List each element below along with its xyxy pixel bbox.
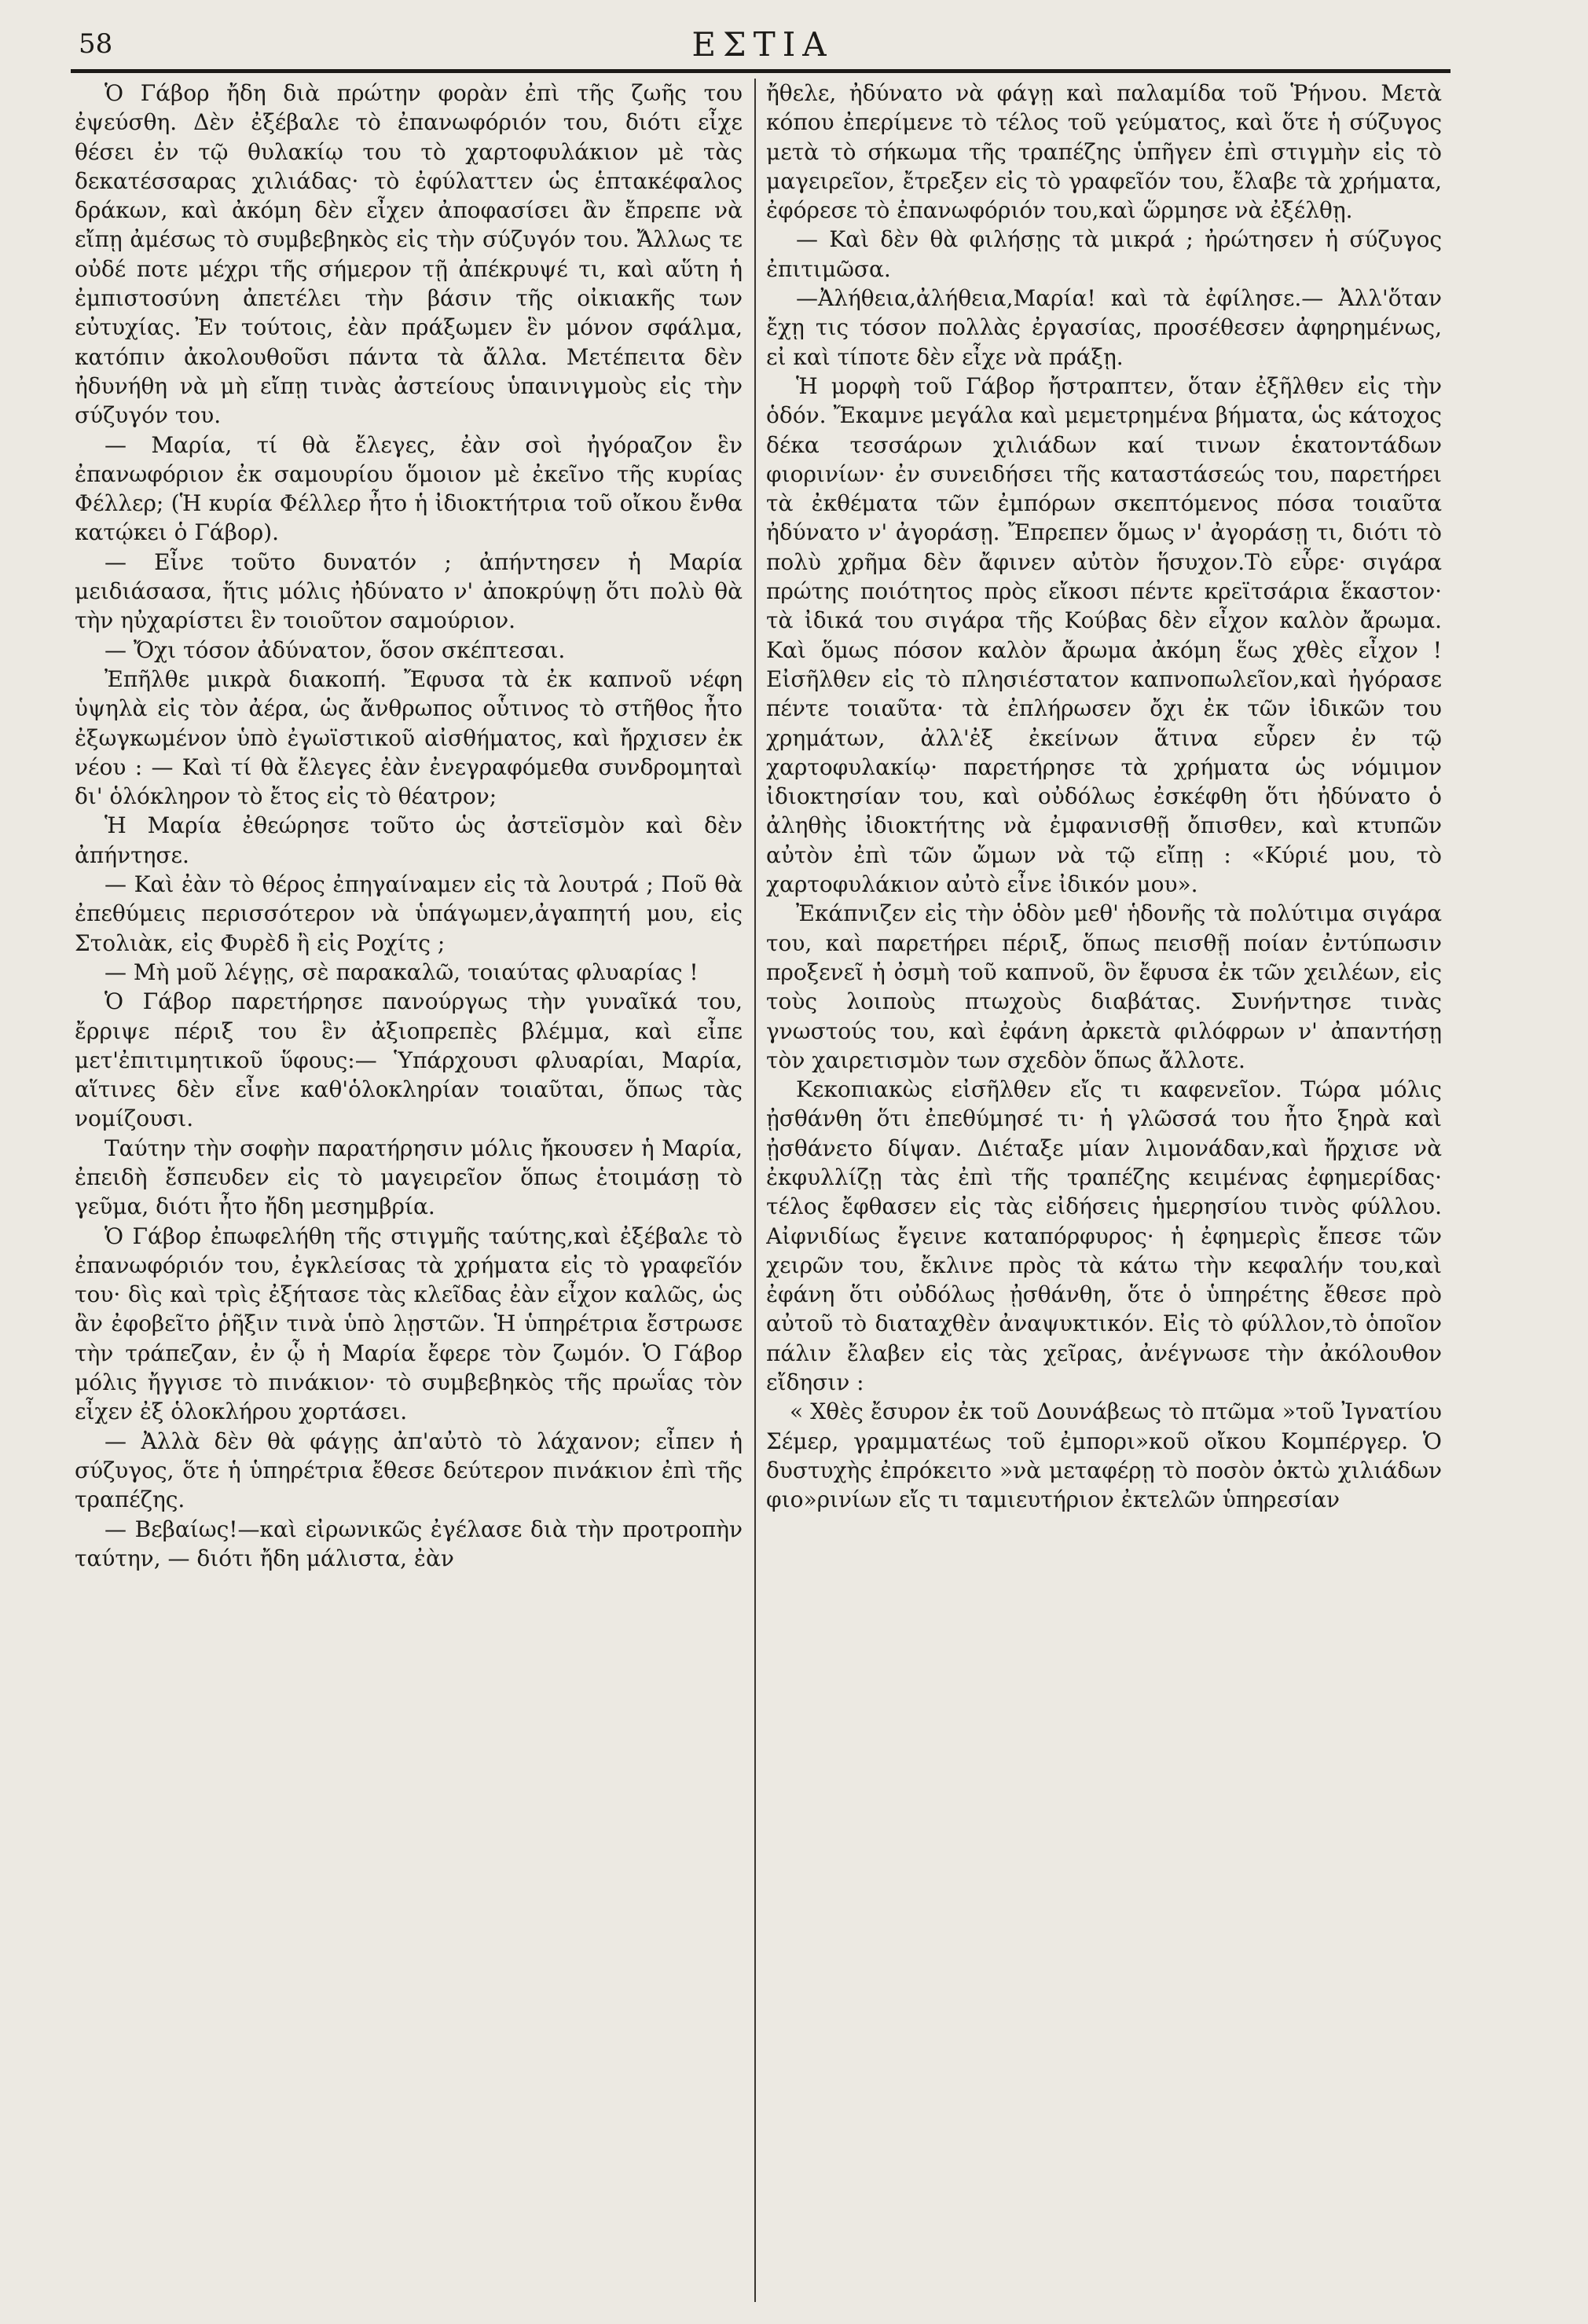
paragraph: Ταύτην τὴν σοφὴν παρατήρησιν μόλις ἤκουσεν ἡ Μαρία, ἐπειδὴ ἔσπευδεν εἰς τὸ μαγειρεῖον ὅπως ἑτοιμάσῃ τὸ γεῦμα, διότι ἦτο ἤδη μεσημβρία.: [75, 1135, 743, 1220]
paragraph: Ἡ Μαρία ἐθεώρησε τοῦτο ὡς ἀστεϊσμὸν καὶ δὲν ἀπήντησε.: [75, 812, 743, 868]
paragraph: — Βεβαίως!—καὶ εἰρωνικῶς ἐγέλασε διὰ τὴν προτροπὴν ταύτην, — διότι ἤδη μάλιστα, ἐὰν: [75, 1516, 743, 1571]
paragraph: — Εἶνε τοῦτο δυνατόν ; ἀπήντησεν ἡ Μαρία μειδιάσασα, ἥτις μόλις ἠδύνατο ν' ἀποκρύψῃ ὅτι πολὺ θὰ τὴν ηὐχαρίστει ἓν τοιοῦτον σαμούριον.: [75, 548, 743, 634]
paragraph: Ὁ Γάβορ ἤδη διὰ πρώτην φορὰν ἐπὶ τῆς ζωῆς του ἐψεύσθη. Δὲν ἐξέβαλε τὸ ἐπανωφόριόν του, διότι εἶχε θέσει ἐν τῷ θυλακίῳ του τὸ χαρτοφυλάκιον μὲ τὰς δεκατέσσαρας χιλιάδας· τὸ ἐφύλαττεν ὡς ἑπτακέφαλος δράκων, καὶ ἀκόμη δὲν εἶχεν ἀποφασίσει ἂν ἔπρεπε νὰ εἴπῃ ἀμέσως τὸ συμβεβηκὸς εἰς τὴν σύζυγόν του. Ἄλλως τε οὐδέ ποτε μέχρι τῆς σήμερον τῇ ἀπέκρυψέ τι, καὶ αὕτη ἡ ἐμπιστοσύνη ἀπετέλει τὴν βάσιν τῆς οἰκιακῆς των εὐτυχίας. Ἐν τούτοις, ἐὰν πράξωμεν ἓν μόνον σφάλμα, κατόπιν ἀκολουθοῦσι πάντα τὰ ἄλλα. Μετέπειτα δὲν ἠδυνήθη νὰ μὴ εἴπῃ τινὰς ἀστείους ὑπαινιγμοὺς εἰς τὴν σύζυγόν του.: [75, 80, 743, 429]
paragraph: Ἐκάπνιζεν εἰς τὴν ὁδὸν μεθ' ἡδονῆς τὰ πολύτιμα σιγάρα του, καὶ παρετήρει πέριξ, ὅπως πεισθῇ ποίαν ἐντύπωσιν προξενεῖ ἡ ὀσμὴ τοῦ καπνοῦ, ὃν ἔφυσα ἐκ τῶν χειλέων, εἰς τοὺς λοιποὺς πτωχοὺς διαβάτας. Συνήντησε τινὰς γνωστούς του, καὶ ἐφάνη ἀρκετὰ φιλόφρων ν' ἀπαντήσῃ τὸν χαιρετισμὸν των σχεδὸν ὅπως ἄλλοτε.: [766, 900, 1442, 1073]
page-header: [79, 22, 1447, 69]
paragraph: Ἐπῆλθε μικρὰ διακοπή. Ἔφυσα τὰ ἐκ καπνοῦ νέφη ὑψηλὰ εἰς τὸν ἀέρα, ὡς ἄνθρωπος οὗτινος τὸ στῆθος ἦτο ἐξωγκωμένον ὑπὸ ἐγωϊστικοῦ αἰσθήματος, καὶ ἤρχισεν ἐκ νέου : — Καὶ τί θὰ ἔλεγες ἐὰν ἐνεγραφόμεθα συνδρομηταὶ δι' ὁλόκληρον τὸ ἔτος εἰς τὸ θέατρον;: [75, 665, 743, 810]
paragraph: — Καὶ δὲν θὰ φιλήσῃς τὰ μικρά ; ἠρώτησεν ἡ σύζυγος ἐπιτιμῶσα.: [766, 226, 1442, 282]
paragraph: Κεκοπιακὼς εἰσῆλθεν εἴς τι καφενεῖον. Τώρα μόλις ᾐσθάνθη ὅτι ἐπεθύμησέ τι· ἡ γλῶσσά του ἦτο ξηρὰ καὶ ᾐσθάνετο δίψαν. Διέταξε μίαν λιμονάδαν,καὶ ἤρχισε νὰ ἐκφυλλίζῃ τὰς ἐπὶ τῆς τραπέζης κειμένας ἐφημερίδας· τέλος ἔφθασεν εἰς τὰς εἰδήσεις ἡμερησίου τινὸς φύλλου. Αἰφνιδίως ἔγεινε καταπόρφυρος· ἡ ἐφημερὶς ἔπεσε τῶν χειρῶν του, ἔκλινε πρὸς τὰ κάτω τὴν κεφαλήν του,καὶ ἐφάνη ὅτι οὐδόλως ᾐσθάνθη, ὅτε ὁ ὑπηρέτης ἔθεσε πρὸ αὐτοῦ τὸ διαταχθὲν ἀναψυκτικόν. Εἰς τὸ φύλλον,τὸ ὁποῖον πάλιν ἔλαβεν εἰς τὰς χεῖρας, ἀνέγνωσε τὴν ἀκόλουθον εἴδησιν :: [766, 1076, 1442, 1396]
paragraph: Ὁ Γάβορ παρετήρησε πανούργως τὴν γυναῖκά του, ἔρριψε πέριξ του ἓν ἀξιοπρεπὲς βλέμμα, καὶ εἶπε μετ'ἐπιτιμητικοῦ ὕφους:— Ὑπάρχουσι φλυαρίαι, Μαρία, αἵτινες δὲν εἶνε καθ'ὁλοκληρίαν τοιαῦται, ὅπως τὰς νομίζουσι.: [75, 988, 743, 1132]
left-column: [75, 79, 743, 2306]
paragraph: — Ὄχι τόσον ἀδύνατον, ὅσον σκέπτεσαι.: [105, 636, 566, 663]
paragraph: — Μὴ μοῦ λέγῃς, σὲ παρακαλῶ, τοιαύτας φλυαρίας !: [105, 959, 699, 985]
header-rule: [71, 69, 1450, 73]
quoted-news-item: « Χθὲς ἔσυρον ἐκ τοῦ Δουνάβεως τὸ πτῶμα »τοῦ Ἰγνατίου Σέμερ, γραμματέως τοῦ ἐμπορι»κοῦ οἴκου Κομπέργερ. Ὁ δυστυχὴς ἐπρόκειτο »νὰ μεταφέρῃ τὸ ποσὸν ὀκτὼ χιλιάδων φιο»ρινίων εἴς τι ταμιευτήριον ἐκτελῶν ὑπηρεσίαν: [766, 1398, 1442, 1513]
running-title: ΕΣΤΙΑ: [691, 25, 834, 64]
paragraph: — Μαρία, τί θὰ ἔλεγες, ἐὰν σοὶ ἠγόραζον ἓν ἐπανωφόριον ἐκ σαμουρίου ὅμοιον μὲ ἐκεῖνο τῆς κυρίας Φέλλερ; (Ἡ κυρία Φέλλερ ἦτο ἡ ἰδιοκτήτρια τοῦ οἴκου ἔνθα κατῴκει ὁ Γάβορ).: [75, 431, 743, 546]
column-divider: [754, 79, 756, 2302]
paragraph: — Ἀλλὰ δὲν θὰ φάγῃς ἀπ'αὐτὸ τὸ λάχανον; εἶπεν ἡ σύζυγος, ὅτε ἡ ὑπηρέτρια ἔθεσε δεύτερον πινάκιον ἐπὶ τῆς τραπέζης.: [75, 1428, 743, 1513]
page-number: 58: [79, 28, 113, 60]
paragraph: ἤθελε, ἠδύνατο νὰ φάγῃ καὶ παλαμίδα τοῦ Ῥήνου. Μετὰ κόπου ἐπερίμενε τὸ τέλος τοῦ γεύματος, καὶ ὅτε ἡ σύζυγος μετὰ τὸ σήκωμα τῆς τραπέζης ὑπῆγεν ἐπὶ στιγμὴν εἰς τὸ μαγειρεῖον, ἔτρεξεν εἰς τὸ γραφεῖόν του, ἔλαβε τὰ χρήματα, ἐφόρεσε τὸ ἐπανωφόριόν του,καὶ ὥρμησε νὰ ἐξέλθῃ.: [766, 80, 1442, 224]
paragraph: Ἡ μορφὴ τοῦ Γάβορ ἤστραπτεν, ὅταν ἐξῆλθεν εἰς τὴν ὁδόν. Ἔκαμνε μεγάλα καὶ μεμετρημένα βήματα, ὡς κάτοχος δέκα τεσσάρων χιλιάδων καί τινων ἑκατοντάδων φιορινίων· ἐν συνειδήσει τῆς καταστάσεώς του, παρετήρει τὰ ἐκθέματα τῶν ἐμπόρων σκεπτόμενος πόσα τοιαῦτα ἠδύνατο ν' ἀγοράσῃ. Ἔπρεπεν ὅμως ν' ἀγοράσῃ τι, διότι τὸ πολὺ χρῆμα δὲν ἄφινεν αὐτὸν ἥσυχον.Τὸ εὗρε· σιγάρα πρώτης ποιότητος πρὸς εἴκοσι πέντε κρεϊτσάρια ἕκαστον· τὰ ἰδικά του σιγάρα τῆς Κούβας δὲν εἶχον καλὸν ἄρωμα. Καὶ ὅμως πόσον καλὸν ἄρωμα ἀκόμη ἕως χθὲς εἶχον ! Εἰσῆλθεν εἰς τὸ πλησιέστατον καπνοπωλεῖον,καὶ ἠγόρασε πέντε τοιαῦτα· τὰ ἐπλήρωσεν ὄχι ἐκ τῶν ἰδικῶν του χρημάτων, ἀλλ'ἐξ ἐκείνων ἅτινα εὗρεν ἐν τῷ χαρτοφυλακίῳ· παρετήρησε τὰ χρήματα ὡς νόμιμον ἰδιοκτησίαν του, καὶ οὐδόλως ἐσκέφθη ὅτι ἠδύνατο ὁ ἀληθὴς ἰδιοκτήτης νὰ ἐμφανισθῇ ὄπισθεν, καὶ κτυπῶν αὐτὸν ἐπὶ τῶν ὤμων νὰ τῷ εἴπῃ : «Κύριέ μου, τὸ χαρτοφυλάκιον αὐτὸ εἶνε ἰδικόν μου».: [766, 372, 1442, 898]
paragraph: — Καὶ ἐὰν τὸ θέρος ἐπηγαίναμεν εἰς τὰ λουτρά ; Ποῦ θὰ ἐπεθύμεις περισσότερον νὰ ὑπάγωμεν,ἀγαπητή μου, εἰς Στολιὰκ, εἰς Φυρὲδ ἢ εἰς Ροχίτς ;: [75, 871, 743, 956]
right-column: [766, 79, 1442, 2306]
paragraph: Ὁ Γάβορ ἐπωφελήθη τῆς στιγμῆς ταύτης,καὶ ἐξέβαλε τὸ ἐπανωφόριόν του, ἐγκλείσας τὰ χρήματα εἰς τὸ γραφεῖόν του· δὶς καὶ τρὶς ἐξήτασε τὰς κλεῖδας ἐὰν εἶχον καλῶς, ὡς ἂν ἐφοβεῖτο ῥῆξιν τινὰ ὑπὸ λῃστῶν. Ἡ ὑπηρέτρια ἔστρωσε τὴν τράπεζαν, ἐν ᾧ ἡ Μαρία ἔφερε τὸν ζωμόν. Ὁ Γάβορ μόλις ἤγγισε τὸ πινάκιον· τὸ συμβεβηκὸς τῆς πρωΐας τὸν εἶχεν ἐξ ὁλοκλήρου χορτάσει.: [75, 1222, 743, 1425]
paragraph: —Ἀλήθεια,ἀλήθεια,Μαρία! καὶ τὰ ἐφίλησε.— Ἀλλ'ὅταν ἔχῃ τις τόσον πολλὰς ἐργασίας, προσέθεσεν ἀφηρημένως, εἰ καὶ τίποτε δὲν εἶχε νὰ πράξῃ.: [766, 285, 1442, 370]
